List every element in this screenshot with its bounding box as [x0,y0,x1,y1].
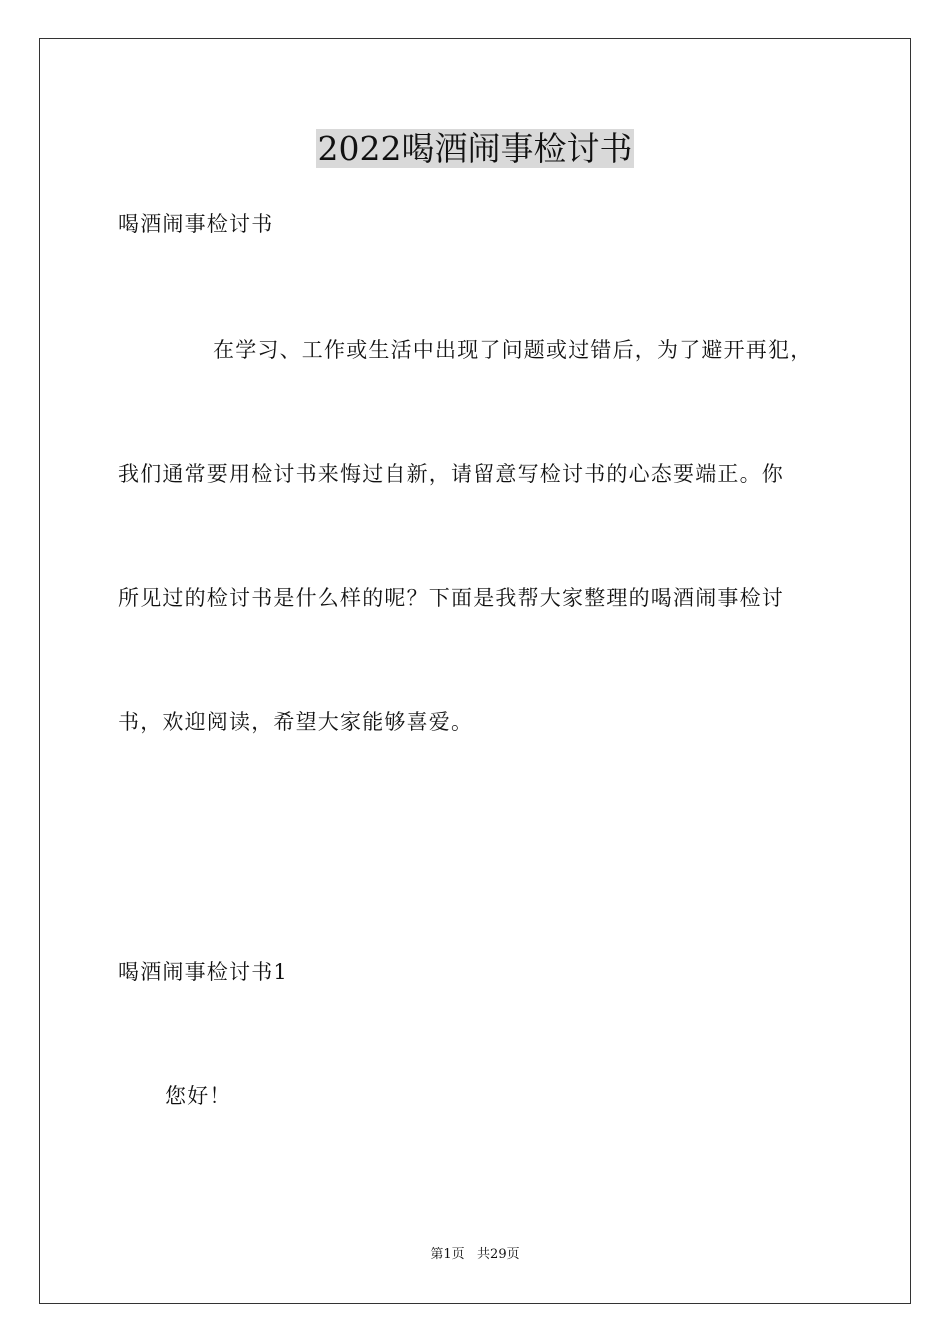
greeting: 您好！ [165,1084,232,1108]
document-subtitle: 喝酒闹事检讨书 [118,212,274,236]
section-heading: 喝酒闹事检讨书1 [118,960,288,984]
intro-line-2: 我们通常要用检讨书来悔过自新，请留意写检讨书的心态要端正。你 [118,462,784,486]
intro-line-3: 所见过的检讨书是什么样的呢？下面是我帮大家整理的喝酒闹事检讨 [118,586,784,610]
document-title [0,127,950,171]
intro-line-4: 书，欢迎阅读，希望大家能够喜爱。 [118,710,474,734]
page-footer: 第1页 共29页 [430,1247,520,1262]
intro-line-1: 在学习、工作或生活中出现了问题或过错后，为了避开再犯， [213,338,813,362]
document-title-text: 2022喝酒闹事检讨书 [317,129,633,168]
